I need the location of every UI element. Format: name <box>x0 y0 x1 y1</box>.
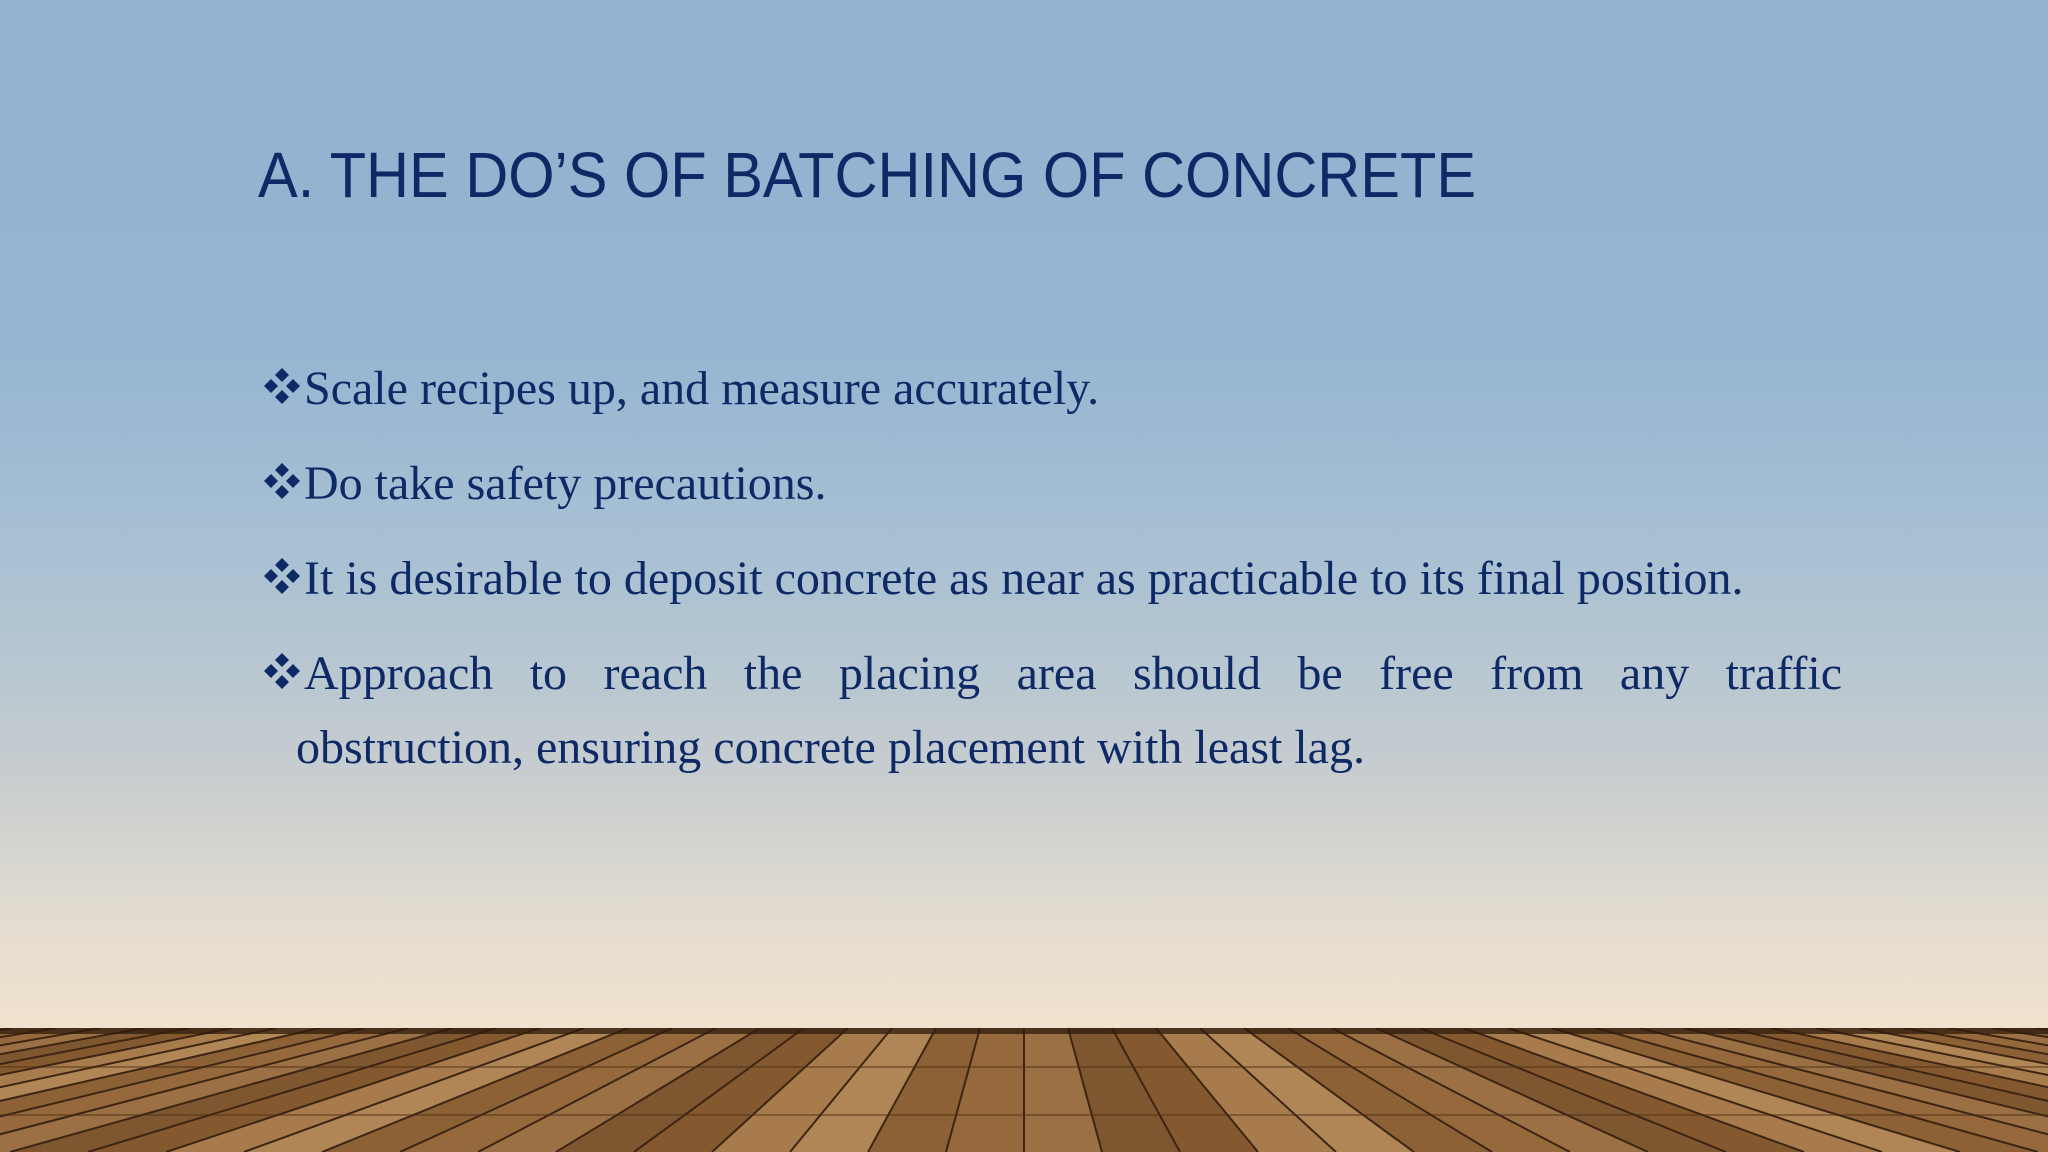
bullet-item <box>262 352 1842 426</box>
four-diamond-bullet-icon <box>262 556 302 596</box>
bullet-text: It is desirable to deposit concrete as near as practicable to its final position. <box>304 552 1744 605</box>
bullet-item <box>262 637 1842 785</box>
bullet-text-line-1: Approach to reach the placing area should be free from any traffic <box>304 647 1842 700</box>
floor-edge-shadow <box>0 1028 2048 1034</box>
wooden-floor-planks <box>0 1028 2048 1152</box>
four-diamond-bullet-icon <box>262 366 302 406</box>
floor-board-joint <box>0 1114 2048 1116</box>
slide-title: A. THE DO’S OF BATCHING OF CONCRETE <box>258 139 1477 211</box>
bullet-text: Scale recipes up, and measure accurately. <box>304 362 1100 415</box>
floor-board-joint <box>0 1066 2048 1068</box>
four-diamond-bullet-icon <box>262 461 302 501</box>
four-diamond-bullet-icon <box>262 651 302 691</box>
bullet-list <box>262 352 1842 806</box>
bullet-text: Do take safety precautions. <box>304 457 827 510</box>
bullet-item <box>262 542 1842 616</box>
wooden-floor <box>0 1028 2048 1152</box>
bullet-item <box>262 447 1842 521</box>
bullet-text-line-2: obstruction, ensuring concrete placement with least lag. <box>296 721 1365 774</box>
